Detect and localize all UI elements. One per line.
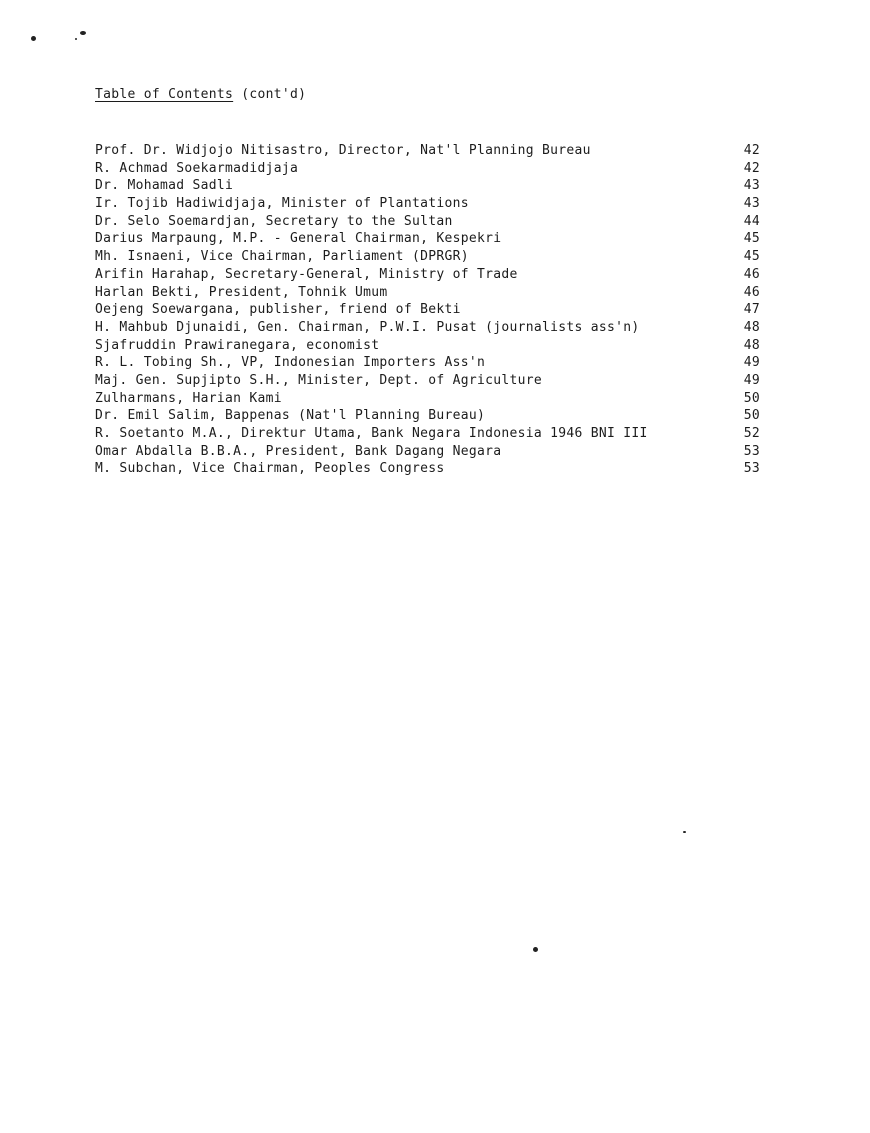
- toc-entry-name: Darius Marpaung, M.P. - General Chairman, Kespekri: [95, 231, 502, 247]
- toc-heading-suffix: (cont'd): [241, 87, 307, 102]
- toc-entry: [95, 301, 760, 319]
- toc-entry: [95, 354, 760, 372]
- toc-entry-name: R. Achmad Soekarmadidjaja: [95, 160, 299, 176]
- toc-entry-name: M. Subchan, Vice Chairman, Peoples Congress: [95, 461, 445, 477]
- toc-entry: [95, 407, 760, 425]
- toc-entry: [95, 284, 760, 302]
- toc-entry: [95, 142, 760, 160]
- toc-entry-page: 48: [743, 337, 760, 353]
- toc-entry: [95, 390, 760, 408]
- toc-entry: [95, 319, 760, 337]
- toc-entry: [95, 372, 760, 390]
- toc-entry-page: 42: [743, 143, 760, 158]
- toc-entry-page: 44: [743, 213, 760, 229]
- toc-list: [95, 142, 760, 478]
- toc-entry-page: 49: [743, 355, 760, 371]
- toc-entry: [95, 213, 760, 231]
- toc-entry: [95, 443, 760, 461]
- toc-entry: [95, 248, 760, 266]
- toc-entry-page: 50: [743, 390, 760, 406]
- scan-speck: [31, 36, 36, 41]
- toc-entry-page: 42: [743, 160, 760, 176]
- toc-entry-page: 50: [743, 408, 760, 424]
- toc-entry-page: 43: [743, 178, 760, 194]
- toc-entry-page: 46: [743, 284, 760, 300]
- scan-speck: [533, 947, 538, 952]
- toc-entry-name: Ir. Tojib Hadiwidjaja, Minister of Plantations: [95, 196, 469, 212]
- toc-entry: [95, 195, 760, 213]
- toc-entry-name: H. Mahbub Djunaidi, Gen. Chairman, P.W.I. Pusat (journalists ass'n): [95, 319, 640, 335]
- toc-entry-name: Dr. Selo Soemardjan, Secretary to the Sultan: [95, 213, 453, 229]
- toc-entry-name: Maj. Gen. Supjipto S.H., Minister, Dept. of Agriculture: [95, 372, 542, 388]
- toc-entry-page: 53: [743, 461, 760, 477]
- scan-speck: [683, 831, 686, 833]
- toc-entry-page: 52: [743, 426, 760, 441]
- toc-entry: [95, 425, 760, 443]
- toc-entry-name: Omar Abdalla B.B.A., President, Bank Dagang Negara: [95, 443, 502, 459]
- toc-entry-name: Mh. Isnaeni, Vice Chairman, Parliament (DPRGR): [95, 249, 469, 265]
- toc-entry-name: Oejeng Soewargana, publisher, friend of Bekti: [95, 302, 461, 318]
- toc-entry-page: 45: [743, 249, 760, 265]
- toc-entry-name: Harlan Bekti, President, Tohnik Umum: [95, 284, 388, 300]
- toc-entry: [95, 337, 760, 355]
- toc-entry-page: 48: [743, 319, 760, 335]
- toc-entry: [95, 266, 760, 284]
- toc-entry-name: Dr. Mohamad Sadli: [95, 178, 234, 194]
- toc-entry: [95, 230, 760, 248]
- toc-entry-name: Sjafruddin Prawiranegara, economist: [95, 337, 380, 353]
- toc-entry-page: 49: [743, 372, 760, 388]
- toc-entry-page: 45: [743, 231, 760, 247]
- toc-entry: [95, 177, 760, 195]
- toc-entry-name: R. Soetanto M.A., Direktur Utama, Bank Negara Indonesia 1946 BNI III: [95, 426, 648, 441]
- scan-speck: [75, 38, 77, 40]
- toc-entry-page: 46: [743, 266, 760, 282]
- toc-heading-title: Table of Contents: [95, 87, 234, 102]
- toc-entry-name: Zulharmans, Harian Kami: [95, 390, 282, 406]
- toc-entry: [95, 460, 760, 478]
- toc-entry-name: R. L. Tobing Sh., VP, Indonesian Importers Ass'n: [95, 355, 486, 371]
- toc-entry-page: 43: [743, 196, 760, 212]
- toc-entry-page: 47: [743, 302, 760, 318]
- toc-entry-page: 53: [743, 443, 760, 459]
- toc-entry-name: Arifin Harahap, Secretary-General, Ministry of Trade: [95, 266, 518, 282]
- toc-entry-name: Prof. Dr. Widjojo Nitisastro, Director, Nat'l Planning Bureau: [95, 143, 591, 158]
- toc-entry: [95, 160, 760, 178]
- toc-heading: [95, 87, 306, 102]
- toc-entry-name: Dr. Emil Salim, Bappenas (Nat'l Planning Bureau): [95, 408, 486, 424]
- scan-speck: [80, 31, 86, 35]
